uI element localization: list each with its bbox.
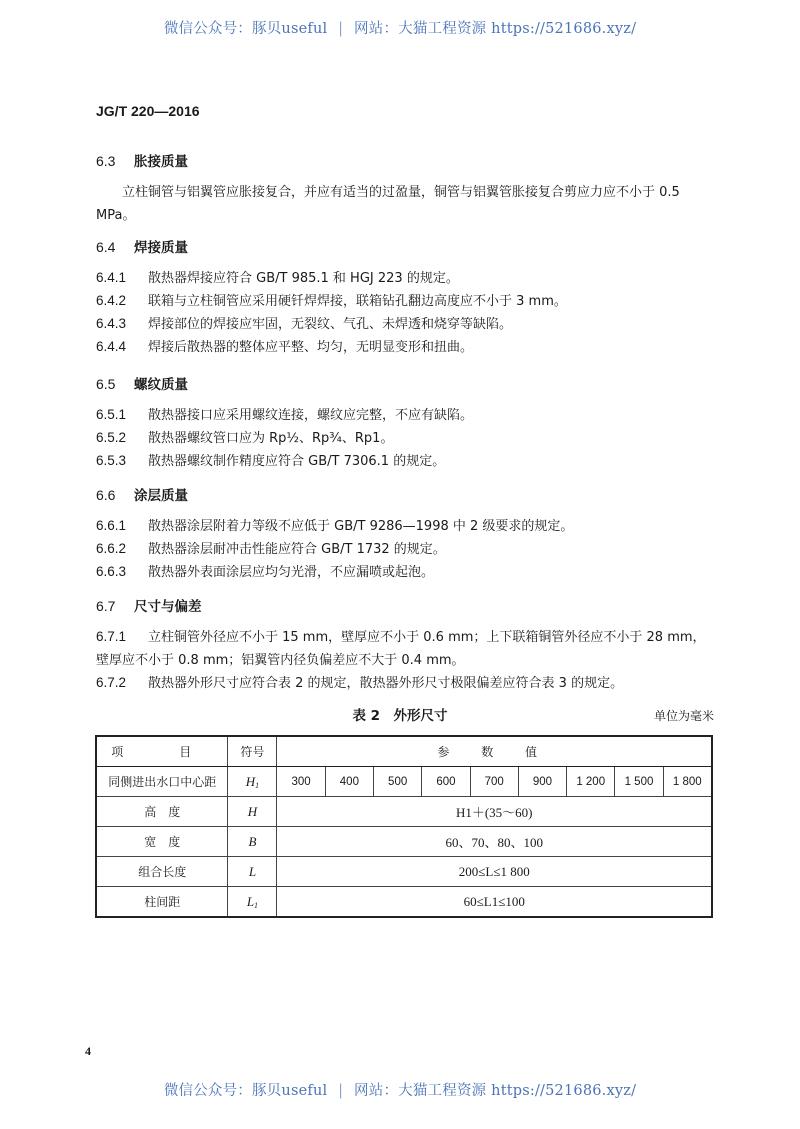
clause-6-6-2: 6.6.2 散热器涂层耐冲击性能应符合 GB/T 1732 的规定。	[96, 541, 446, 557]
watermark-separator: |	[338, 21, 344, 37]
section-heading-6-6	[96, 484, 188, 504]
header-item: 项 目	[96, 736, 228, 767]
dimensions-table	[95, 735, 713, 918]
row-symbol: $L_1$	[228, 887, 277, 918]
value-cell: 1 500	[615, 767, 663, 797]
clause-6-6-1: 6.6.1 散热器涂层附着力等级不应低于 GB/T 9286—1998 中 2 级要求的规定。	[96, 518, 574, 534]
value-cell: 1 200	[567, 767, 615, 797]
row-value: 60≤L1≤100	[277, 887, 712, 918]
section-title: 胀接质量	[134, 154, 188, 170]
table-row	[96, 827, 712, 857]
clause-6-7-2: 6.7.2 散热器外形尺寸应符合表 2 的规定，散热器外形尺寸极限偏差应符合表 3 的规定。	[96, 675, 624, 691]
clause-6-4-1: 6.4.1 散热器焊接应符合 GB/T 985.1 和 HGJ 223 的规定。	[96, 270, 459, 286]
value-cell: 400	[325, 767, 373, 797]
value-cell: 700	[470, 767, 518, 797]
row-item: 宽 度	[96, 827, 228, 857]
table-row	[96, 857, 712, 887]
section-heading-6-5	[96, 373, 188, 393]
value-cell: 500	[374, 767, 422, 797]
watermark-site: 网站：大猫工程资源 https://521686.xyz/	[354, 21, 637, 37]
section-title: 焊接质量	[134, 240, 188, 256]
row-symbol: $H_1$	[228, 767, 277, 797]
page-number: 4	[85, 1044, 91, 1058]
row-value: 60、70、80、100	[277, 827, 712, 857]
table-title: 表 2 外形尺寸	[352, 708, 448, 724]
section-number: 6.6	[96, 487, 116, 503]
watermark-bottom	[0, 1079, 800, 1100]
row-value: 200≤L≤1 800	[277, 857, 712, 887]
section-heading-6-3	[96, 150, 188, 170]
row-symbol: H	[228, 797, 277, 827]
standard-code: JG/T 220—2016	[96, 103, 200, 119]
table-header-row	[96, 736, 712, 767]
value-cell: 600	[422, 767, 470, 797]
section-title: 尺寸与偏差	[134, 599, 202, 615]
clause-6-7-1: 6.7.1 立柱铜管外径应不小于 15 mm，壁厚应不小于 0.6 mm；上下联箱铜管外径应不小于 28 mm，壁厚应不小于 0.8 mm；铝翼管内径负偏差应不大于 0.4 mm。	[96, 629, 706, 668]
clause-6-4-4: 6.4.4 焊接后散热器的整体应平整、均匀，无明显变形和扭曲。	[96, 339, 474, 355]
clause-6-5-3: 6.5.3 散热器螺纹制作精度应符合 GB/T 7306.1 的规定。	[96, 453, 446, 469]
value-cell: 1 800	[663, 767, 712, 797]
section-heading-6-4	[96, 236, 188, 256]
watermark-wechat: 微信公众号：豚贝useful	[163, 21, 328, 37]
table-row	[96, 887, 712, 918]
clause-6-6-3: 6.6.3 散热器外表面涂层应均匀光滑，不应漏喷或起泡。	[96, 564, 435, 580]
table-unit-note: 单位为毫米	[653, 709, 714, 723]
watermark-wechat: 微信公众号：豚贝useful	[163, 1083, 328, 1099]
value-cell: 900	[518, 767, 566, 797]
section-number: 6.7	[96, 598, 116, 614]
clause-6-5-2: 6.5.2 散热器螺纹管口应为 Rp½、Rp¾、Rp1。	[96, 430, 394, 446]
clause-6-5-1: 6.5.1 散热器接口应采用螺纹连接，螺纹应完整，不应有缺陷。	[96, 407, 474, 423]
row-item: 同侧进出水口中心距	[96, 767, 228, 797]
section-title: 螺纹质量	[134, 377, 188, 393]
header-values: 参 数 值	[277, 736, 712, 767]
header-symbol: 符号	[228, 736, 277, 767]
row-item: 柱间距	[96, 887, 228, 918]
section-number: 6.3	[96, 153, 116, 169]
row-item: 高 度	[96, 797, 228, 827]
row-symbol: B	[228, 827, 277, 857]
table-row	[96, 797, 712, 827]
row-symbol: L	[228, 857, 277, 887]
clause-6-4-2: 6.4.2 联箱与立柱铜管应采用硬钎焊焊接，联箱钻孔翻边高度应不小于 3 mm。	[96, 293, 567, 309]
section-heading-6-7	[96, 595, 202, 615]
section-number: 6.5	[96, 376, 116, 392]
clause-6-4-3: 6.4.3 焊接部位的焊接应牢固，无裂纹、气孔、未焊透和烧穿等缺陷。	[96, 316, 513, 332]
watermark-top	[0, 17, 800, 38]
table-row	[96, 767, 712, 797]
row-item: 组合长度	[96, 857, 228, 887]
row-value: H1＋(35～60)	[277, 797, 712, 827]
section-title: 涂层质量	[134, 488, 188, 504]
paragraph-6-3: 立柱铜管与铝翼管应胀接复合，并应有适当的过盈量，铜管与铝翼管胀接复合剪应力应不小于 0.5 MPa。	[96, 185, 680, 223]
watermark-site: 网站：大猫工程资源 https://521686.xyz/	[354, 1083, 637, 1099]
watermark-separator: |	[338, 1083, 344, 1099]
section-number: 6.4	[96, 239, 116, 255]
value-cell: 300	[277, 767, 325, 797]
